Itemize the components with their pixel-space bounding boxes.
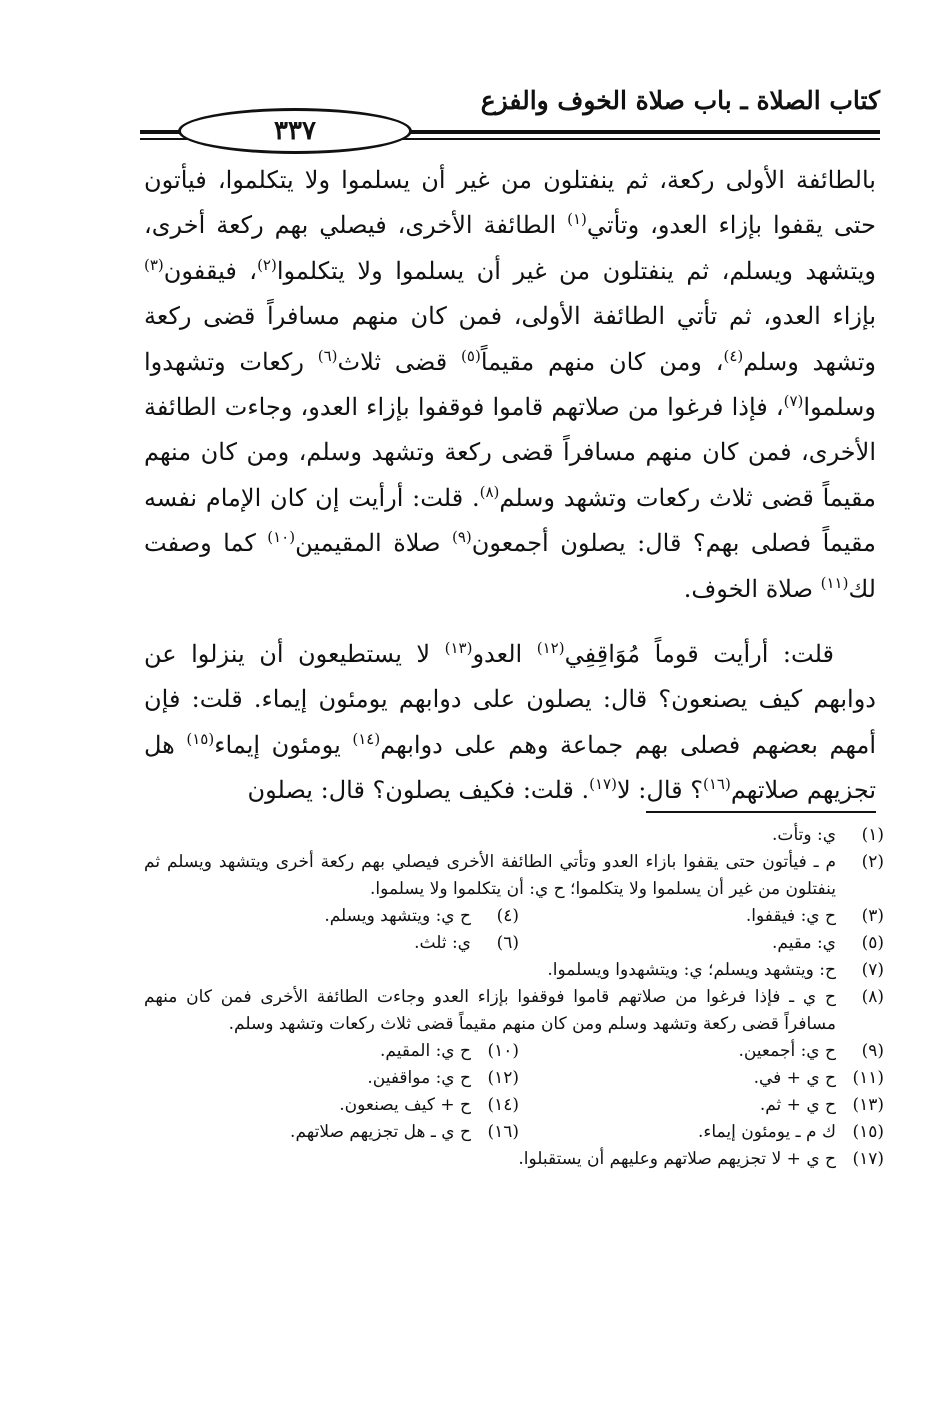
footnote-12	[144, 1065, 519, 1092]
footnote-number: (١٢)	[487, 1068, 519, 1088]
footnote-text: ي: مقيم.	[772, 933, 836, 953]
footnote-number: (١٧)	[852, 1149, 884, 1169]
text-run: كما وصفت لك	[144, 529, 876, 603]
footnote-ref: (١٥)	[186, 729, 215, 748]
text-run: . قلت: أرأيت إن كان الإمام نفسه مقيماً فصلى بهم؟ قال: يصلون أجمعون	[144, 483, 876, 558]
footnote-number: (١٤)	[487, 1095, 519, 1115]
footnote-text: ح ي: فيقفوا.	[745, 906, 836, 926]
text-run: لا يستطيعون أن ينزلوا عن دوابهم كيف يصنعون؟ قال: يصلون على دوابهم يومئون إيماء. قلت: فإن أمهم بعضهم فصلى بهم جماعة وهم على دوابهم	[144, 640, 877, 759]
footnote-number: (٣)	[861, 906, 884, 926]
running-header	[140, 78, 880, 148]
page-number: ٣٣٧	[178, 108, 412, 154]
footnote-text: ح + كيف يصنعون.	[339, 1095, 471, 1115]
text-run: بالطائفة الأولى ركعة، ثم ينفتلون من غير أن يسلموا ولا يتكلموا، فيأتون حتى يقفوا بإزاء العدو، وتأتي	[144, 166, 876, 240]
footnote-number: (٢)	[861, 852, 884, 872]
footnote-9	[519, 1038, 884, 1065]
footnote-text: ي: ثلث.	[414, 933, 471, 953]
footnote-text: ك م ـ يومئون إيماء.	[697, 1122, 836, 1142]
footnote-ref: (٤)	[723, 346, 744, 365]
footnote-17	[144, 1146, 884, 1173]
footnote-6	[144, 930, 519, 957]
footnote-separator	[646, 811, 876, 813]
footnote-pair-13-14	[144, 1092, 884, 1119]
text-run: قلت: أرأيت قوماً مُوَاقِفِي	[564, 640, 834, 669]
footnote-2	[144, 849, 884, 903]
footnote-number: (١٥)	[852, 1122, 884, 1142]
paragraph-2	[144, 632, 876, 814]
footnote-pair-9-10	[144, 1038, 884, 1065]
footnote-number: (٦)	[496, 933, 519, 953]
footnote-pair-15-16	[144, 1119, 884, 1146]
footnote-number: (٧)	[861, 960, 884, 980]
footnote-13	[519, 1092, 884, 1119]
footnote-pair-5-6	[144, 930, 884, 957]
footnote-number: (١١)	[852, 1068, 884, 1088]
text-run: ، ومن كان منهم مقيماً	[480, 347, 724, 376]
text-run: قضى ثلاث	[337, 347, 462, 376]
footnote-7	[144, 957, 884, 984]
text-run: ؟ قال: لا	[616, 776, 703, 805]
text-run: ، فإذا فرغوا من صلاتهم قاموا فوقفوا بإزاء العدو، وجاءت الطائفة الأخرى، فمن كان منهم مسافراً قضى ركعة وتشهد وسلم، ومن كان منهم مقيماً قضى ثلاث ركعات وتشهد وسلم	[144, 393, 876, 512]
text-run: هل تجزيهم صلاتهم	[144, 730, 876, 805]
footnote-number: (١)	[861, 825, 884, 845]
footnote-8	[144, 984, 884, 1038]
text-run: . قلت: فكيف يصلون؟ قال: يصلون	[247, 776, 590, 805]
footnote-text: ح ي: أجمعين.	[738, 1041, 836, 1061]
footnote-16	[144, 1119, 519, 1146]
text-run: ، فيقفون	[163, 256, 258, 285]
footnote-ref: (٥)	[461, 346, 481, 365]
text-run: العدو	[472, 640, 537, 669]
footnote-ref: (٧)	[783, 392, 804, 411]
footnote-ref: (٢)	[257, 255, 277, 274]
footnote-number: (١٦)	[487, 1122, 519, 1142]
footnote-ref: (١٣)	[444, 639, 473, 658]
footnote-ref: (١٠)	[267, 528, 296, 547]
footnote-ref: (١)	[567, 210, 587, 229]
text-run: بإزاء العدو، ثم تأتي الطائفة الأولى، فمن كان منهم مسافراً قضى ركعة وتشهد وسلم	[144, 302, 877, 376]
footnote-text: ي: وتأت.	[772, 825, 836, 845]
footnote-pair-3-4	[144, 903, 884, 930]
footnote-11	[519, 1065, 884, 1092]
footnote-ref: (٩)	[451, 528, 472, 547]
footnote-text: ح ي + لا تجزيهم صلاتهم وعليهم أن يستقبلوا.	[518, 1149, 836, 1169]
footnote-ref: (١٦)	[702, 775, 731, 794]
footnote-text: ح ي: المقيم.	[380, 1041, 471, 1061]
footnote-ref: (٦)	[317, 346, 338, 365]
main-text	[144, 158, 876, 814]
text-run: ركعات وتشهدوا وسلموا	[144, 347, 876, 422]
footnote-number: (٨)	[861, 987, 884, 1007]
text-run: صلاة الخوف.	[683, 574, 821, 603]
footnote-1	[144, 822, 884, 849]
text-run: يومئون إيماء	[214, 730, 353, 759]
footnote-ref: (١٧)	[589, 775, 617, 794]
footnote-10	[144, 1038, 519, 1065]
footnote-text: ح: ويتشهد ويسلم؛ ي: ويتشهدوا ويسلموا.	[547, 960, 836, 980]
footnote-number: (٥)	[861, 933, 884, 953]
paragraph-1	[144, 158, 876, 612]
footnote-number: (١٣)	[852, 1095, 884, 1115]
footnote-number: (٩)	[861, 1041, 884, 1061]
text-run: صلاة المقيمين	[295, 529, 452, 558]
footnote-pair-11-12	[144, 1065, 884, 1092]
text-run: الطائفة الأخرى، فيصلي بهم ركعة أخرى، ويتشهد ويسلم، ثم ينفتلون من غير أن يسلموا ولا يتكلموا	[144, 211, 876, 285]
footnote-ref: (١١)	[820, 573, 849, 592]
footnote-text: ح ي ـ فإذا فرغوا من صلاتهم قاموا فوقفوا بإزاء العدو وجاءت الطائفة الأخرى فمن كان منهم مسافراً قضى ركعة وتشهد وسلم ومن كان منهم مقيماً قضى ثلاث ركعات وتشهد وسلم.	[144, 987, 836, 1034]
footnote-number: (٤)	[496, 906, 519, 926]
footnote-5	[519, 930, 884, 957]
footnote-ref: (١٤)	[352, 729, 381, 748]
footnote-text: ح ي + في.	[753, 1068, 836, 1088]
footnote-4	[144, 903, 519, 930]
footnote-text: ح ي: مواقفين.	[367, 1068, 471, 1088]
footnote-15	[519, 1119, 884, 1146]
footnotes	[144, 822, 884, 1173]
footnote-number: (١٠)	[487, 1041, 519, 1061]
footnote-text: ح ي + ثم.	[759, 1095, 836, 1115]
chapter-title: كتاب الصلاة ـ باب صلاة الخوف والفزع	[480, 86, 880, 115]
footnote-text: ح ي ـ هل تجزيهم صلاتهم.	[290, 1122, 471, 1142]
footnote-14	[144, 1092, 519, 1119]
footnote-ref: (٣)	[144, 255, 164, 274]
footnote-ref: (٨)	[479, 482, 500, 501]
footnote-3	[519, 903, 884, 930]
footnote-ref: (١٢)	[536, 639, 565, 658]
footnote-text: ح ي: ويتشهد ويسلم.	[324, 906, 471, 926]
footnote-text: م ـ فيأتون حتى يقفوا بازاء العدو وتأتي الطائفة الأخرى فيصلي بهم ركعة أخرى ويتشهد ويسلم ثم ينفتلون من غير أن يسلموا ولا يتكلموا؛ ح ي: أن يتكلموا ولا يسلموا.	[144, 852, 836, 899]
